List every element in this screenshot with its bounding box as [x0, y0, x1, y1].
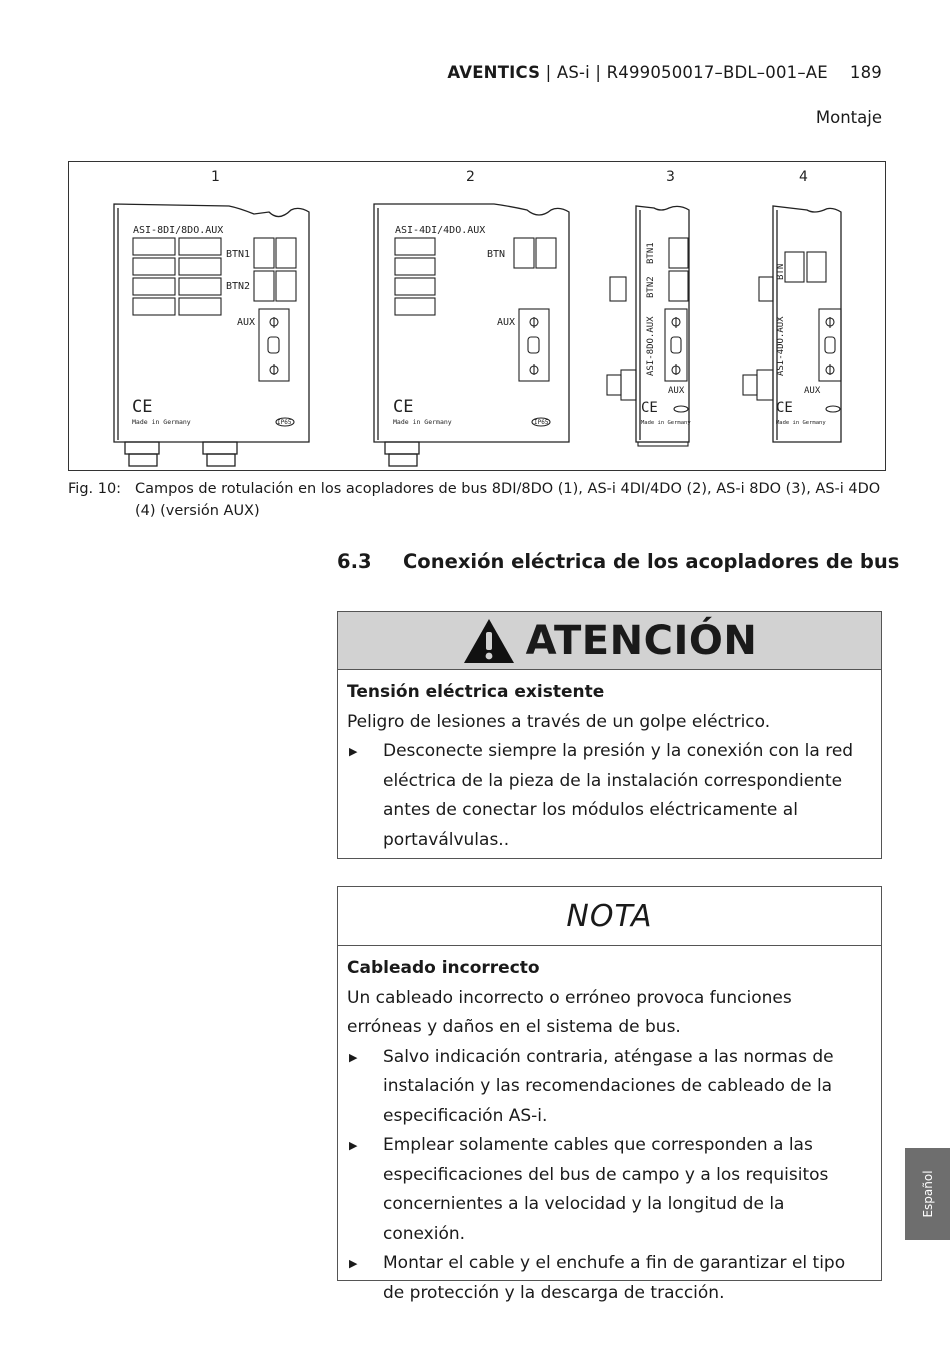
- ip-label-d1: IP65: [277, 419, 292, 426]
- language-tab: [905, 1148, 950, 1240]
- brand-name: AVENTICS: [447, 63, 541, 82]
- ce-mark-d3: CE: [641, 400, 658, 416]
- warning-title: Tensión eléctrica existente: [347, 682, 605, 702]
- language-tab-label: Español: [920, 1170, 935, 1218]
- btn-label-d2: BTN: [487, 249, 506, 260]
- note-instruction-text: Salvo indicación contraria, aténgase a las normas de instalación y las recomendaciones de cableado de la especificación AS-i.: [383, 1046, 834, 1126]
- note-intro: Un cableado incorrecto o erróneo provoca funciones erróneas y daños en el sistema de bus.: [347, 987, 792, 1037]
- page-number: 189: [849, 63, 882, 82]
- document-reference: | AS-i | R499050017–BDL–001–AE: [540, 63, 828, 82]
- ce-mark-d4: CE: [776, 400, 793, 416]
- warning-instruction-text: Desconecte siempre la presión y la conexión con la red eléctrica de la pieza de la instalación correspondiente antes de conectar los módulos eléctricamente al portaválvulas..: [383, 741, 854, 850]
- aux-label-d4: AUX: [804, 386, 821, 396]
- section-title: Conexión eléctrica de los acopladores de bus: [403, 550, 900, 573]
- note-instruction: [347, 1043, 871, 1132]
- device-number-2: 2: [466, 169, 475, 185]
- note-instructions: [347, 1043, 871, 1309]
- model-label-d4: ASI-4DO.AUX: [776, 316, 786, 376]
- model-label-d1: ASI-8DI/8DO.AUX: [133, 225, 224, 236]
- device-number-1: 1: [211, 169, 220, 185]
- btn2-label-d3: BTN2: [646, 276, 656, 298]
- made-in-label-d3: Made in Germany: [641, 420, 691, 426]
- note-instruction: [347, 1249, 871, 1308]
- model-label-d3: ASI-8DO.AUX: [646, 316, 656, 376]
- note-instruction: [347, 1131, 871, 1249]
- btn2-label-d1: BTN2: [226, 281, 251, 292]
- aux-label-d1: AUX: [237, 317, 256, 328]
- aux-label-d3: AUX: [668, 386, 685, 396]
- chapter-name: Montaje: [815, 108, 882, 127]
- made-in-label-d4: Made in Germany: [776, 420, 826, 426]
- ip-label-d2: IP65: [534, 419, 549, 426]
- btn1-label-d1: BTN1: [226, 249, 251, 260]
- bullet-arrow-icon: ▶: [349, 745, 358, 758]
- btn-label-d4: BTN: [776, 263, 786, 280]
- bullet-arrow-icon: ▶: [349, 1050, 358, 1064]
- made-in-label-d2: Made in Germany: [393, 418, 452, 426]
- warning-body: [338, 670, 881, 861]
- note-instruction-text: Emplear solamente cables que corresponden a las especificaciones del bus de campo y a los requisitos concernientes a la velocidad y la longitud de la conexión.: [383, 1135, 829, 1244]
- warning-instruction: [347, 737, 871, 855]
- made-in-label-d1: Made in Germany: [132, 418, 191, 426]
- bullet-arrow-icon: ▶: [349, 1139, 358, 1152]
- warning-box: [337, 611, 882, 859]
- warning-intro: Peligro de lesiones a través de un golpe eléctrico.: [347, 711, 771, 732]
- note-body: [338, 946, 881, 1314]
- ce-mark-d1: CE: [132, 397, 153, 417]
- device-2-drawing: [374, 204, 569, 466]
- model-label-d2: ASI-4DI/4DO.AUX: [395, 225, 486, 236]
- device-3-drawing: [607, 206, 691, 446]
- warning-instructions: [347, 737, 871, 855]
- running-header: [447, 63, 882, 82]
- warning-header: [338, 612, 881, 670]
- device-number-3: 3: [666, 169, 675, 185]
- section-heading: [337, 550, 899, 573]
- device-4-drawing: [743, 206, 841, 442]
- note-title: Cableado incorrecto: [347, 958, 540, 978]
- warning-triangle-icon: [462, 617, 516, 665]
- warning-heading: ATENCIÓN: [525, 617, 758, 664]
- note-box: [337, 886, 882, 1303]
- bullet-arrow-icon: ▶: [349, 1257, 358, 1270]
- note-heading: NOTA: [566, 898, 653, 934]
- figure-caption-text: Campos de rotulación en los acopladores de bus 8DI/8DO (1), AS-i 4DI/4DO (2), AS-i 8DO (3), AS-i 4DO (4) (versión AUX): [135, 481, 881, 519]
- aux-label-d2: AUX: [497, 317, 516, 328]
- note-header: [338, 887, 881, 946]
- note-instruction-text: Montar el cable y el enchufe a fin de garantizar el tipo de protección y la descarga de tracción.: [383, 1253, 846, 1303]
- figure-frame: [68, 161, 886, 471]
- device-1-drawing: [114, 204, 309, 466]
- bus-coupler-drawings: [69, 162, 887, 472]
- section-number: 6.3: [337, 550, 372, 573]
- device-number-4: 4: [799, 169, 808, 185]
- btn1-label-d3: BTN1: [646, 242, 656, 264]
- figure-label: Fig. 10:: [68, 481, 122, 497]
- ce-mark-d2: CE: [393, 397, 414, 417]
